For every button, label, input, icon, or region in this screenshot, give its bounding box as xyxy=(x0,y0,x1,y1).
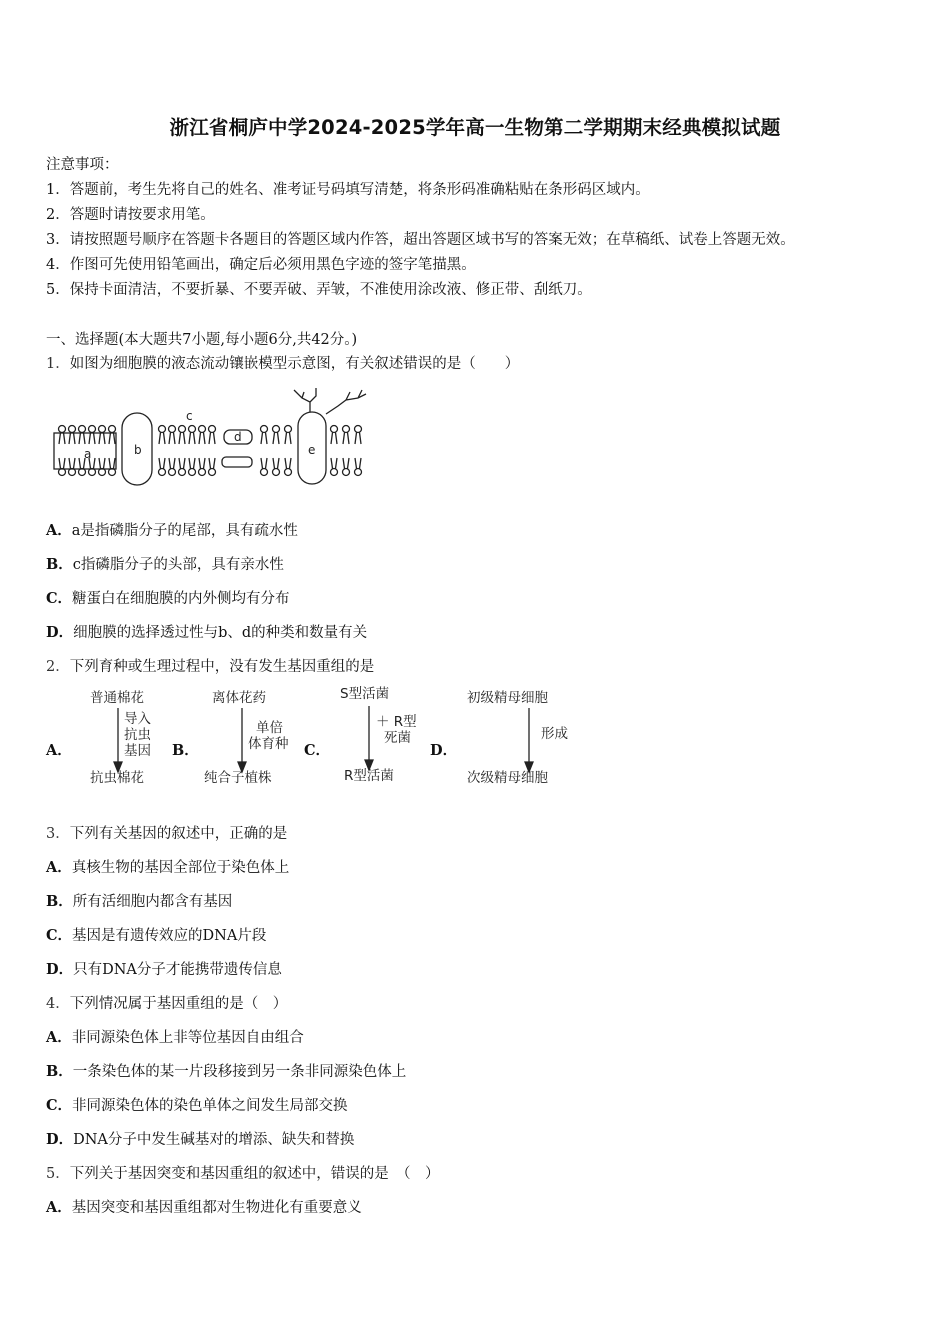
option-text: 非同源染色体上非等位基因自由组合 xyxy=(71,1030,304,1046)
option-c xyxy=(46,1094,348,1115)
option-b xyxy=(46,890,232,911)
option-text: 基因是有遗传效应的DNA片段 xyxy=(72,928,267,944)
question-number: 5． xyxy=(46,1166,70,1182)
option-c: C． xyxy=(304,742,331,759)
option-label: B． xyxy=(46,893,73,910)
lipid-head xyxy=(199,469,206,476)
notice-heading: 注意事项： xyxy=(46,157,119,173)
option-d: D． xyxy=(430,742,458,759)
option-b xyxy=(46,553,284,574)
lipid-tail xyxy=(189,458,195,469)
lipid-tail xyxy=(355,458,361,469)
lipid-head xyxy=(343,426,350,433)
lipid-head xyxy=(99,426,106,433)
diagram-b-bottom: 纯合子植株 xyxy=(204,770,272,786)
lipid-tail xyxy=(285,458,291,469)
lipid-head xyxy=(273,426,280,433)
lipid-tail xyxy=(273,458,279,469)
question-number: 4． xyxy=(46,996,70,1012)
diagram-d-side: 形成 xyxy=(541,726,568,742)
option-a: A． xyxy=(46,742,72,759)
lipid-head xyxy=(261,426,268,433)
option-d xyxy=(46,958,282,979)
diagram-b-side: 体育种 xyxy=(248,736,289,752)
lipid-tail xyxy=(179,458,185,469)
option-label: A． xyxy=(46,859,72,876)
question-number: 2． xyxy=(46,659,70,675)
lipid-head xyxy=(159,426,166,433)
question-stem: 下列关于基因突变和基因重组的叙述中，错误的是 （ ） xyxy=(69,1166,440,1182)
lipid-tail xyxy=(169,458,175,469)
diagram-c-side: ＋ R型 xyxy=(376,714,417,730)
lipid-head xyxy=(199,426,206,433)
lipid-tail xyxy=(159,433,165,445)
option-label: A． xyxy=(46,1029,72,1046)
option-label: B． xyxy=(46,1063,73,1080)
label-d: d xyxy=(234,430,242,444)
diagram-a-side: 基因 xyxy=(124,743,151,759)
option-label: A． xyxy=(46,1199,72,1216)
option-label: C． xyxy=(46,1097,73,1114)
label-a: a xyxy=(84,447,92,461)
lipid-head xyxy=(209,426,216,433)
lipid-tail xyxy=(159,458,165,469)
option-d xyxy=(46,1128,354,1149)
lipid-tail xyxy=(109,458,115,469)
option-label: B． xyxy=(46,556,73,573)
lipid-head xyxy=(179,426,186,433)
lipid-head xyxy=(355,469,362,476)
lipid-tail xyxy=(261,458,267,469)
lipid-head xyxy=(69,426,76,433)
lipid-tail xyxy=(69,458,75,469)
option-d xyxy=(46,621,367,642)
notice-item: 4．作图可先使用铅笔画出，确定后必须用黑色字迹的签字笔描黑。 xyxy=(46,257,476,273)
diagram-b-top: 离体花药 xyxy=(212,690,266,706)
lipid-tail xyxy=(59,433,65,445)
option-label: A． xyxy=(46,522,72,539)
option-text: DNA分子中发生碱基对的增添、缺失和替换 xyxy=(73,1132,355,1148)
option-c xyxy=(46,587,290,608)
lipid-head xyxy=(331,426,338,433)
lipid-tail xyxy=(99,433,105,445)
lipid-head xyxy=(273,469,280,476)
option-text: 糖蛋白在细胞膜的内外侧均有分布 xyxy=(72,591,290,607)
diagram-c-top: S型活菌 xyxy=(340,686,390,702)
lipid-head xyxy=(285,426,292,433)
lipid-head xyxy=(159,469,166,476)
option-text: 一条染色体的某一片段移接到另一条非同源染色体上 xyxy=(72,1064,407,1080)
lipid-tail xyxy=(209,458,215,469)
lipid-tail xyxy=(343,458,349,469)
lipid-head xyxy=(179,469,186,476)
diagram-a-top: 普通棉花 xyxy=(90,690,144,706)
option-a xyxy=(46,519,298,540)
question-2 xyxy=(46,655,374,676)
section-heading: 一、选择题(本大题共7小题,每小题6分,共42分。) xyxy=(46,332,358,348)
lipid-head xyxy=(331,469,338,476)
question-number: 3． xyxy=(46,826,70,842)
process-diagrams xyxy=(0,686,620,790)
question-number: 1． xyxy=(46,356,70,372)
diagram-a-side: 导入 xyxy=(124,711,151,727)
option-label: C． xyxy=(46,590,73,607)
label-c: c xyxy=(186,409,193,423)
option-a xyxy=(46,856,289,877)
option-text: 真核生物的基因全部位于染色体上 xyxy=(71,860,290,876)
notice-item: 1．答题前，考生先将自己的姓名、准考证号码填写清楚，将条形码准确粘贴在条形码区域内。 xyxy=(46,182,650,198)
diagram-d-top: 初级精母细胞 xyxy=(467,690,548,706)
lipid-tail xyxy=(69,433,75,445)
lipid-head xyxy=(109,426,116,433)
option-text: 非同源染色体的染色单体之间发生局部交换 xyxy=(72,1098,348,1114)
lipid-tail xyxy=(261,433,267,445)
lipid-head xyxy=(189,469,196,476)
diagram-c-bottom: R型活菌 xyxy=(344,768,394,784)
option-a xyxy=(46,1196,362,1217)
lipid-tail xyxy=(79,433,85,445)
lipid-tail xyxy=(331,458,337,469)
option-text: 所有活细胞内都含有基因 xyxy=(72,894,233,910)
option-text: a是指磷脂分子的尾部，具有疏水性 xyxy=(71,523,298,539)
notice-item: 3．请按照题号顺序在答题卡各题目的答题区域内作答，超出答题区域书写的答案无效；在草稿纸、试卷上答题无效。 xyxy=(46,232,795,248)
lipid-tail xyxy=(331,433,337,445)
question-stem: 如图为细胞膜的液态流动镶嵌模型示意图，有关叙述错误的是（ ） xyxy=(69,356,520,372)
label-b: b xyxy=(134,443,142,457)
lipid-tail xyxy=(209,433,215,445)
diagram-d-bottom: 次级精母细胞 xyxy=(467,770,548,786)
lipid-head xyxy=(261,469,268,476)
lipid-head xyxy=(343,469,350,476)
lipid-tail xyxy=(199,458,205,469)
lipid-tail xyxy=(99,458,105,469)
question-4 xyxy=(46,992,287,1013)
lipid-tail xyxy=(343,433,349,445)
option-label: D． xyxy=(46,961,74,978)
label-e: e xyxy=(308,443,316,457)
diagram-a-bottom: 抗虫棉花 xyxy=(90,770,144,786)
option-text: 只有DNA分子才能携带遗传信息 xyxy=(73,962,282,978)
option-a xyxy=(46,1026,304,1047)
option-b: B． xyxy=(172,742,199,759)
lipid-tail xyxy=(109,433,115,445)
lipid-tail xyxy=(355,433,361,445)
question-stem: 下列育种或生理过程中，没有发生基因重组的是 xyxy=(69,659,375,675)
lipid-tail xyxy=(169,433,175,445)
option-label: C． xyxy=(46,927,73,944)
option-text: 基因突变和基因重组都对生物进化有重要意义 xyxy=(71,1200,362,1216)
membrane-figure xyxy=(48,388,378,488)
option-label: D． xyxy=(46,1131,74,1148)
diagram-b-side: 单倍 xyxy=(256,720,283,736)
lipid-tail xyxy=(273,433,279,445)
option-label: D． xyxy=(46,624,74,641)
lipid-head xyxy=(79,426,86,433)
lipid-tail xyxy=(59,458,65,469)
lipid-head xyxy=(59,426,66,433)
lipid-head xyxy=(169,426,176,433)
diagram-c-side: 死菌 xyxy=(384,730,411,746)
lipid-tail xyxy=(89,433,95,445)
option-c xyxy=(46,924,266,945)
lipid-head xyxy=(285,469,292,476)
lipid-head xyxy=(89,426,96,433)
lipid-head xyxy=(209,469,216,476)
option-text: c指磷脂分子的头部，具有亲水性 xyxy=(72,557,284,573)
question-stem: 下列有关基因的叙述中，正确的是 xyxy=(69,826,288,842)
question-5 xyxy=(46,1162,439,1183)
page-title: 浙江省桐庐中学2024-2025学年高一生物第二学期期末经典模拟试题 xyxy=(169,116,781,139)
question-1 xyxy=(46,352,519,373)
question-3 xyxy=(46,822,287,843)
lipid-tail xyxy=(179,433,185,445)
option-b xyxy=(46,1060,406,1081)
lipid-tail xyxy=(285,433,291,445)
lipid-head xyxy=(169,469,176,476)
notice-item: 5．保持卡面清洁，不要折暴、不要弄破、弄皱，不准使用涂改液、修正带、刮纸刀。 xyxy=(46,282,592,298)
lipid-tail xyxy=(189,433,195,445)
lipid-head xyxy=(355,426,362,433)
lipid-tail xyxy=(199,433,205,445)
question-stem: 下列情况属于基因重组的是（ ） xyxy=(69,996,288,1012)
diagram-a-side: 抗虫 xyxy=(124,727,151,743)
option-text: 细胞膜的选择透过性与b、d的种类和数量有关 xyxy=(73,625,368,641)
lipid-head xyxy=(189,426,196,433)
notice-item: 2．答题时请按要求用笔。 xyxy=(46,207,215,223)
